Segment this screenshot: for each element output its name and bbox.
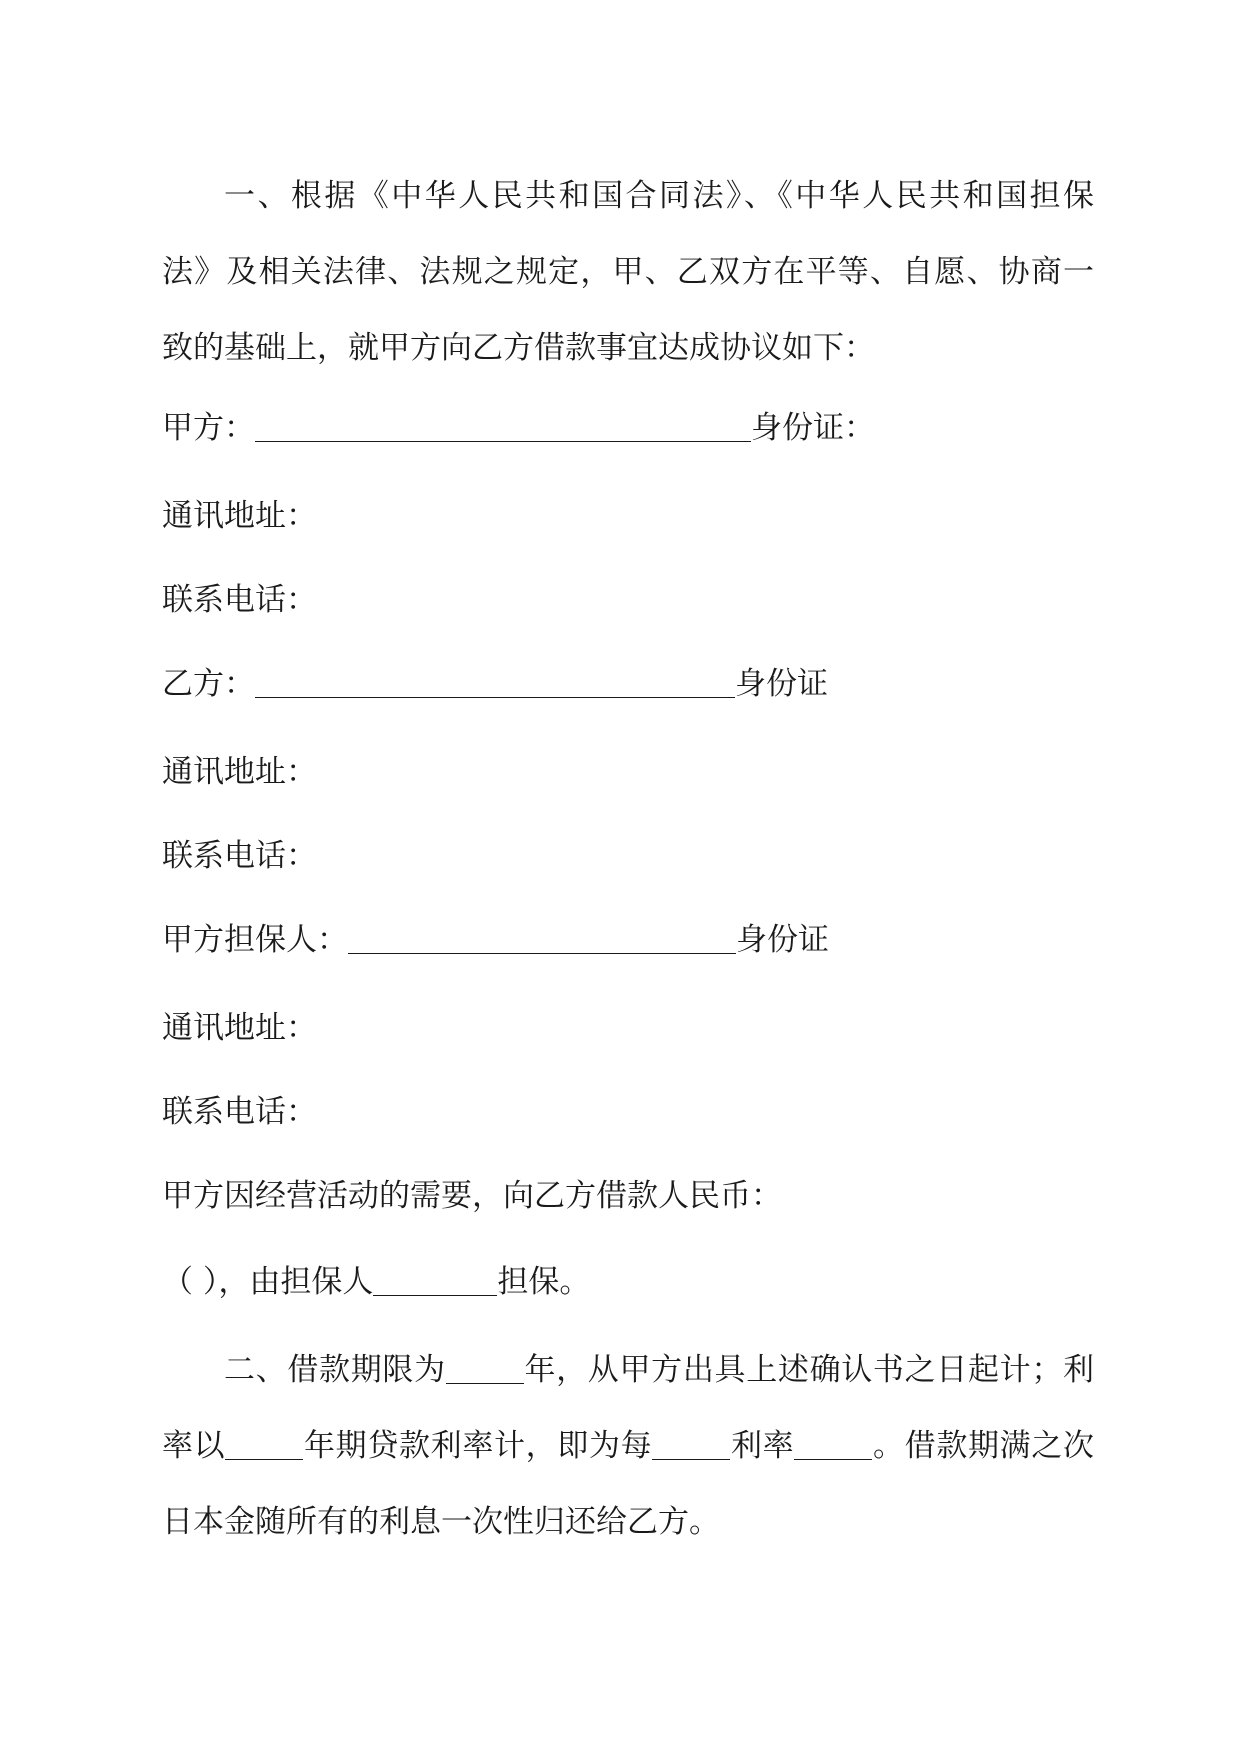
loan-term-suffix: 年，从甲方出具上述确认书之日起计；利 bbox=[523, 1352, 1095, 1388]
guarantee-row bbox=[162, 1262, 1094, 1302]
party-b-phone-label: 联系电话： bbox=[162, 838, 317, 874]
clause-2-line-2 bbox=[162, 1426, 1094, 1466]
party-b-label: 乙方： bbox=[162, 666, 255, 702]
loan-purpose: 甲方因经营活动的需要，向乙方借款人民币： bbox=[162, 1178, 782, 1214]
party-a-name-blank bbox=[255, 411, 751, 442]
rate-period-blank bbox=[652, 1429, 730, 1460]
party-b-row bbox=[162, 664, 1094, 704]
party-b-id-label: 身份证 bbox=[735, 666, 828, 702]
guarantor-blank bbox=[373, 1265, 497, 1296]
rate-value-blank bbox=[794, 1429, 872, 1460]
clause-1-line-1: 一、根据《中华人民共和国合同法》、《中华人民共和国担保 bbox=[224, 178, 1094, 214]
rate-text-2: 年期贷款利率计，即为每 bbox=[303, 1428, 653, 1464]
guarantor-address-label: 通讯地址： bbox=[162, 1010, 317, 1046]
clause-1-line-3: 致的基础上，就甲方向乙方借款事宜达成协议如下： bbox=[162, 330, 875, 366]
party-a-id-label: 身份证： bbox=[751, 410, 875, 446]
party-a-row bbox=[162, 408, 1094, 448]
clause-2-line-3: 日本金随所有的利息一次性归还给乙方。 bbox=[162, 1504, 720, 1540]
guarantee-suffix: 担保。 bbox=[497, 1264, 591, 1300]
guarantor-label: 甲方担保人： bbox=[162, 922, 348, 958]
rate-text-1: 率以 bbox=[162, 1428, 226, 1464]
party-a-label: 甲方： bbox=[162, 410, 255, 446]
clause-2-line-1 bbox=[224, 1350, 1094, 1390]
guarantor-id-label: 身份证 bbox=[736, 922, 829, 958]
party-b-name-blank bbox=[255, 667, 735, 698]
party-b-address-label: 通讯地址： bbox=[162, 754, 317, 790]
clause-1-line-2: 法》及相关法律、法规之规定，甲、乙双方在平等、自愿、协商一 bbox=[162, 254, 1094, 290]
guarantee-prefix: （ ），由担保人 bbox=[162, 1264, 374, 1300]
rate-text-3: 利率 bbox=[730, 1428, 795, 1464]
guarantor-phone-label: 联系电话： bbox=[162, 1094, 317, 1130]
guarantor-row bbox=[162, 920, 1094, 960]
loan-term-prefix: 二、借款期限为 bbox=[224, 1352, 446, 1388]
party-a-phone-label: 联系电话： bbox=[162, 582, 317, 618]
rate-text-4: 。借款期满之次 bbox=[872, 1428, 1095, 1464]
loan-term-years-blank bbox=[446, 1353, 524, 1384]
rate-term-blank bbox=[225, 1429, 303, 1460]
guarantor-name-blank bbox=[348, 923, 736, 954]
party-a-address-label: 通讯地址： bbox=[162, 498, 317, 534]
